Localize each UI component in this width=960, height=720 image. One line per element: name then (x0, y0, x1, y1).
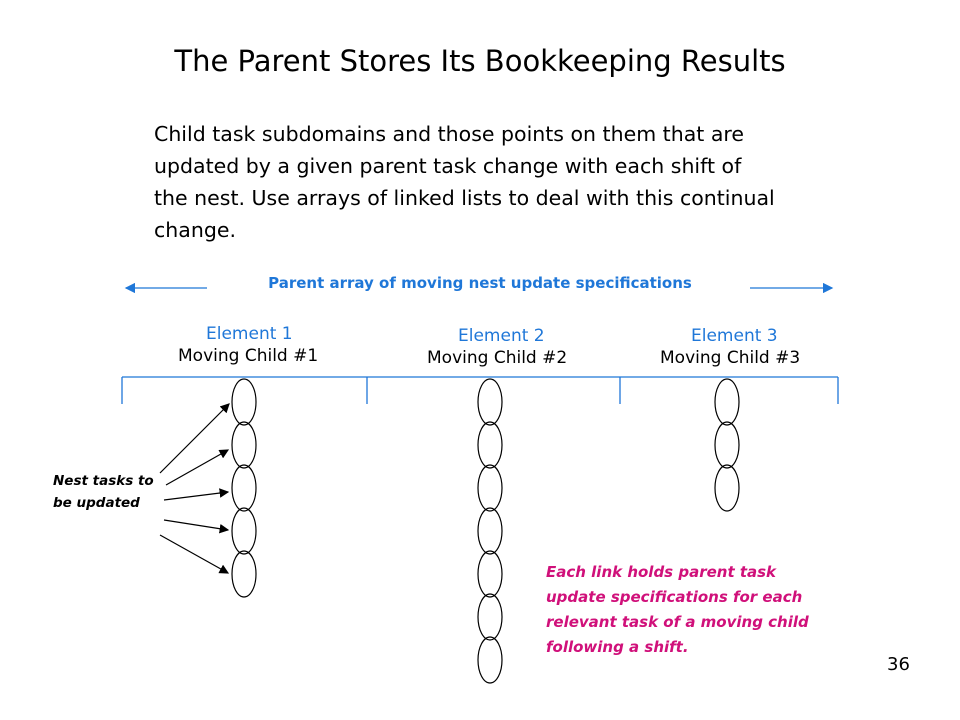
chain-link (478, 551, 502, 597)
child-2-label: Moving Child #2 (427, 348, 568, 368)
chain-link (478, 379, 502, 425)
chain-link (715, 465, 739, 511)
chain-link (478, 594, 502, 640)
chain-link (715, 422, 739, 468)
element-2-label: Element 2 (458, 326, 545, 346)
nest-arrow (166, 450, 228, 485)
chain-3-links (715, 379, 739, 511)
nest-arrow (160, 535, 228, 573)
nest-arrow (160, 404, 229, 473)
chain-link (232, 422, 256, 468)
chain-1-links (232, 379, 256, 597)
link-note: Each link holds parent task update specifications for each relevant task of a moving child following a shift. (546, 563, 809, 656)
nest-arrow (164, 492, 228, 500)
chain-link (715, 379, 739, 425)
element-1-label: Element 1 (206, 324, 293, 344)
chain-link (478, 465, 502, 511)
chain-link (232, 551, 256, 597)
chain-link (478, 508, 502, 554)
chain-link (232, 379, 256, 425)
chain-link (478, 637, 502, 683)
chain-link (478, 422, 502, 468)
chain-link (232, 465, 256, 511)
chain-2-links (478, 379, 502, 683)
nest-arrow (164, 520, 228, 530)
child-3-label: Moving Child #3 (660, 348, 801, 368)
slide-title: The Parent Stores Its Bookkeeping Results (174, 44, 786, 78)
nest-task-arrows (160, 404, 229, 573)
description-paragraph: Child task subdomains and those points on them that are updated by a given parent task change with each shift of the nest. Use arrays of linked lists to deal with this continual change. (154, 122, 775, 242)
nest-tasks-label: Nest tasks to be updated (53, 473, 154, 511)
array-label: Parent array of moving nest update specifications (268, 274, 692, 292)
child-1-label: Moving Child #1 (178, 346, 319, 366)
chain-link (232, 508, 256, 554)
element-3-label: Element 3 (691, 326, 778, 346)
page-number: 36 (887, 654, 910, 675)
